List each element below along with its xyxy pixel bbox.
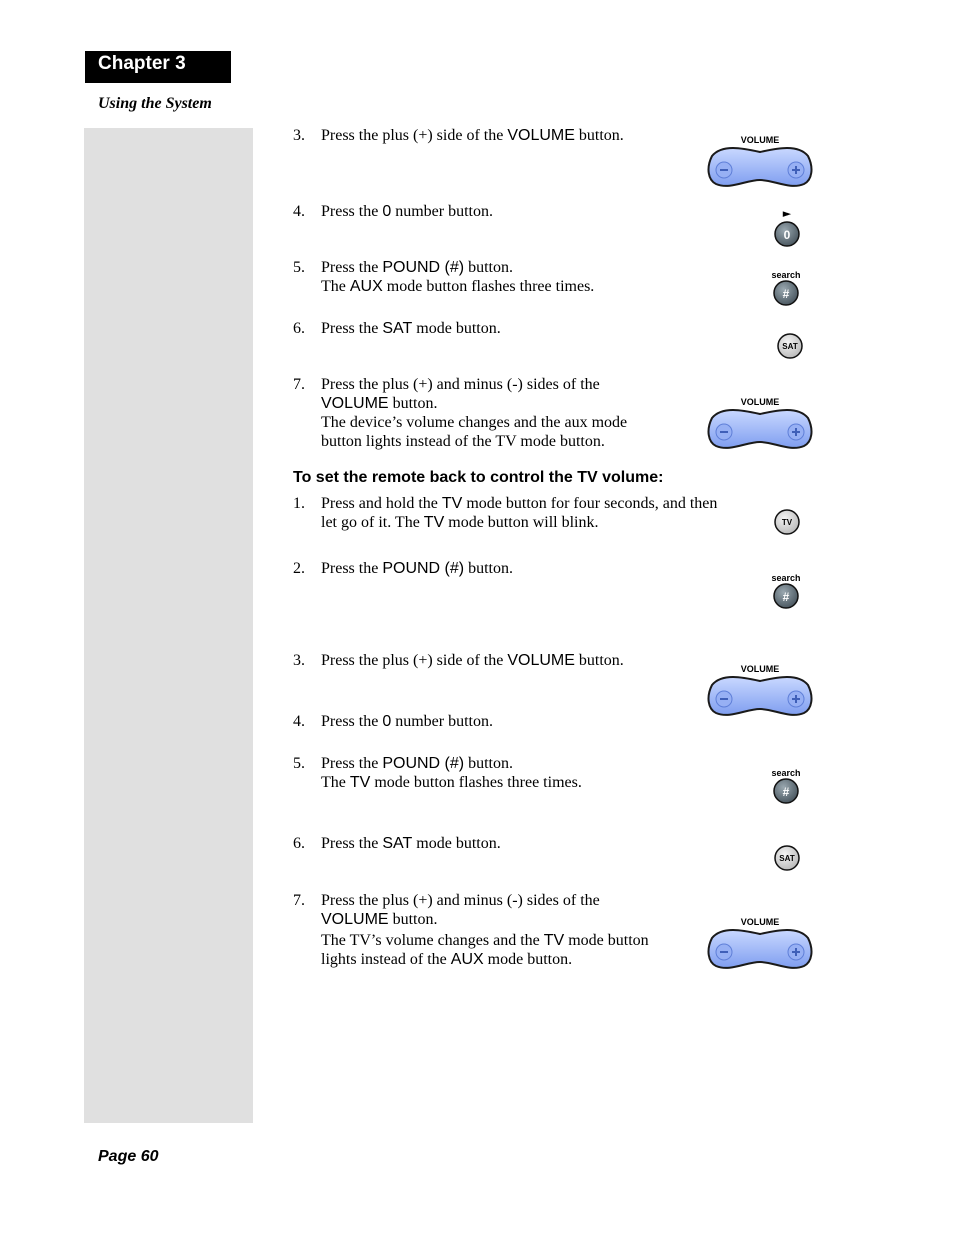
volume-rocker-icon bbox=[709, 397, 812, 448]
section-title: Using the System bbox=[98, 95, 212, 112]
svg-text:VOLUME: VOLUME bbox=[740, 397, 780, 407]
volume-rocker-icon bbox=[709, 917, 812, 968]
svg-text:VOLUME: VOLUME bbox=[740, 917, 780, 927]
svg-text:0: 0 bbox=[783, 228, 791, 242]
svg-text:TV: TV bbox=[781, 518, 793, 527]
pound-button-icon bbox=[771, 270, 800, 305]
volume-rocker-icon bbox=[709, 135, 812, 186]
page-number: Page 60 bbox=[98, 1148, 159, 1165]
tv-button-icon bbox=[775, 510, 799, 534]
subheading: To set the remote back to control the TV volume: bbox=[293, 469, 664, 486]
sat-button-icon bbox=[778, 334, 802, 358]
svg-text:search: search bbox=[771, 573, 801, 583]
svg-text:#: # bbox=[782, 590, 790, 604]
chapter-tab: Chapter 3 bbox=[85, 51, 231, 83]
volume-rocker-icon bbox=[709, 664, 812, 715]
zero-button-icon bbox=[775, 207, 799, 246]
svg-text:SAT: SAT bbox=[779, 854, 795, 863]
svg-text:#: # bbox=[782, 785, 790, 799]
svg-text:search: search bbox=[771, 270, 801, 280]
svg-text:search: search bbox=[771, 768, 801, 778]
svg-text:VOLUME: VOLUME bbox=[740, 664, 780, 674]
svg-text:SAT: SAT bbox=[782, 342, 798, 351]
svg-text:VOLUME: VOLUME bbox=[740, 135, 780, 145]
sat-button-icon bbox=[775, 846, 799, 870]
pound-button-icon bbox=[771, 573, 800, 608]
svg-text:#: # bbox=[782, 287, 790, 301]
svg-text:►: ► bbox=[782, 207, 792, 220]
pound-button-icon bbox=[771, 768, 800, 803]
